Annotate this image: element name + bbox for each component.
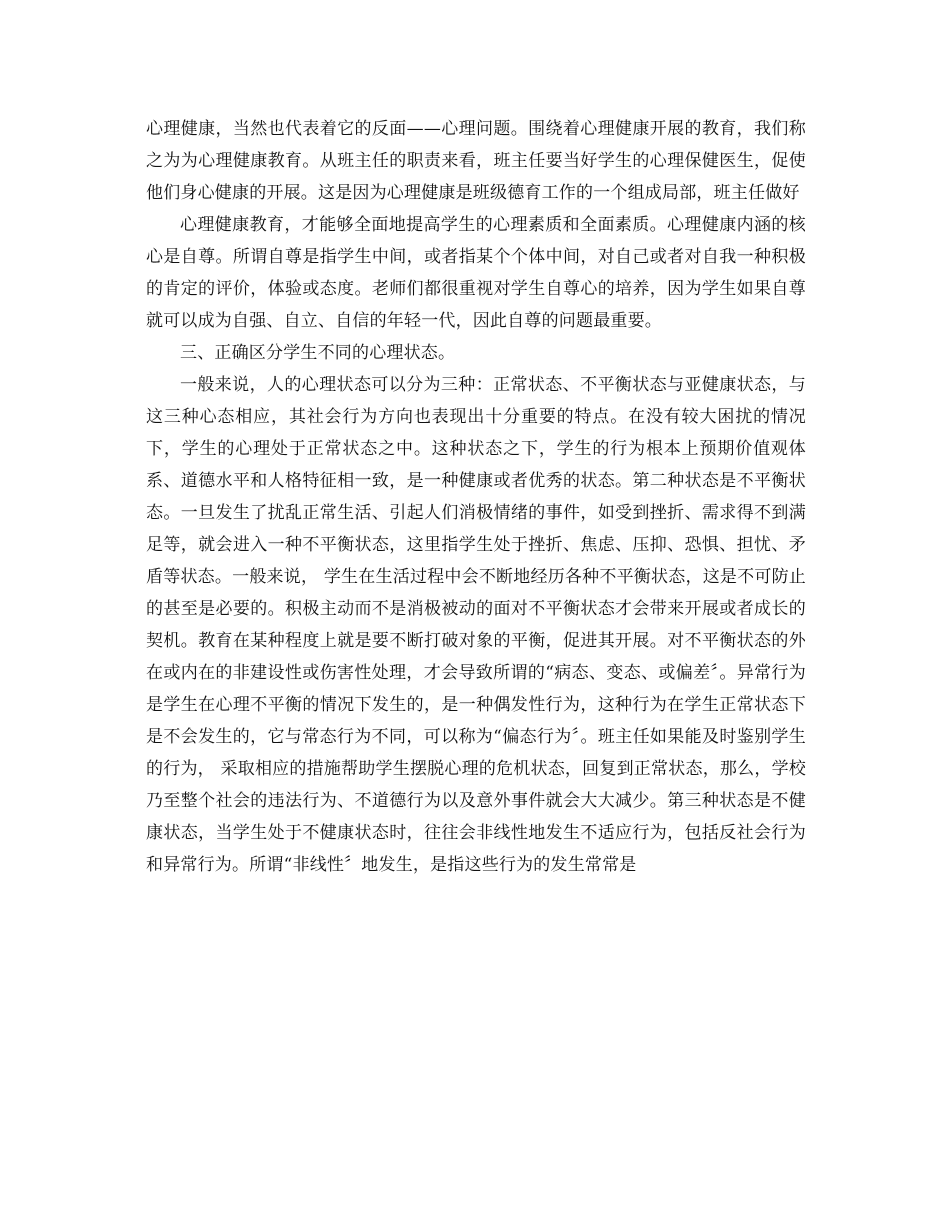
paragraph-2: 心理健康教育，才能够全面地提高学生的心理素质和全面素质。心理健康内涵的核心是自尊。所谓自尊是指学生中间，或者指某个个体中间，对自己或者对自我一种积极的肯定的评价，体验或态度。老师们都很重视对学生自尊心的培养，因为学生如果自尊就可以成为自强、自立、自信的年轻一代，因此自尊的问题最重要。 [146, 215, 806, 331]
paragraph-3: 一般来说，人的心理状态可以分为三种：正常状态、不平衡状态与亚健康状态，与这三种心态相应，其社会行为方向也表现出十分重要的特点。在没有较大困扰的情况下，学生的心理处于正常状态之中。这种状态之下，学生的行为根本上预期价值观体系、道德水平和人格特征相一致，是一种健康或者优秀的状态。第二种状态是不平衡状态。一旦发生了扰乱正常生活、引起人们消极情绪的事件，如受到挫折、需求得不到满足等，就会进入一种不平衡状态，这里指学生处于挫折、焦虑、压抑、恐惧、担忧、矛盾等状态。一般来说， 学生在生活过程中会不断地经历各种不平衡状态，这是不可防止的甚至是必要的。积极主动而不是消极被动的面对不平衡状态才会带来开展或者成长的契机。教育在某种程度上就是要不断打破对象的平衡，促进其开展。对不平衡状态的外在或内在的非建设性或伤害性处理，才会导致所谓的“病态、变态、或偏差〞。异常行为是学生在心理不平衡的情况下发生的，是一种偶发性行为，这种行为在学生正常状态下是不会发生的，它与常态行为不同，可以称为“偏态行为〞。班主任如果能及时鉴别学生的行为， 采取相应的措施帮助学生摆脱心理的危机状态，回复到正常状态，那么，学校乃至整个社会的违法行为、不道德行为以及意外事件就会大大减少。第三种状态是不健康状态，当学生处于不健康状态时，往往会非线性地发生不适应行为，包括反社会行为和异常行为。所谓“非线性〞地发生，是指这些行为的发生常常是 [146, 375, 806, 875]
document-body [146, 113, 806, 881]
section-heading: 三、正确区分学生不同的心理状态。 [180, 343, 456, 363]
paragraph-1: 心理健康，当然也代表着它的反面——心理问题。围绕着心理健康开展的教育，我们称之为为心理健康教育。从班主任的职责来看，班主任要当好学生的心理保健医生，促使他们身心健康的开展。这是因为心理健康是班级德育工作的一个组成局部，班主任做好 [146, 119, 806, 203]
